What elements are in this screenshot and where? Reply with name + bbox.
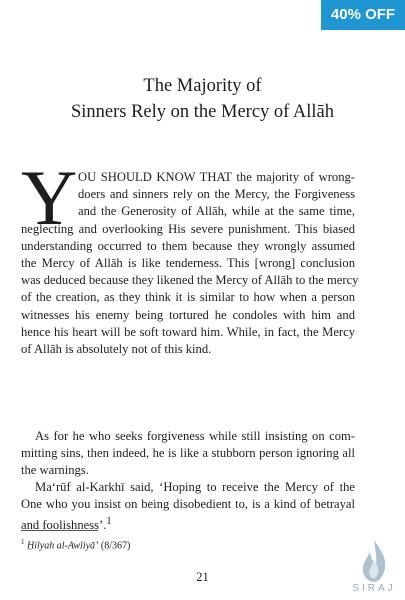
footnote-reference-text: (8/367): [98, 540, 131, 552]
paragraph-1-line: of the creation, as they think it is similar to how when a person: [21, 290, 355, 305]
drop-cap: Y: [21, 154, 78, 241]
footnote: [21, 536, 130, 552]
paragraph-1-line: the Mercy of Allāh is like tenderness. This [wrong] conclusion: [21, 256, 355, 271]
paragraph-1-line: neglecting and overlooking His severe punishment. This biased: [21, 221, 355, 236]
paragraph-1-line: and the Generosity of Allāh, while at the same time,: [78, 204, 355, 219]
paragraph-2-line: the warnings.: [21, 463, 89, 478]
paragraph-1: [21, 169, 359, 358]
footnote-marker: 1: [21, 538, 25, 546]
paragraph-1-line: understanding occurred to them because they wrongly assumed: [21, 238, 355, 253]
paragraph-1-line: OU SHOULD KNOW THAT the majority of wrong-: [78, 170, 355, 184]
paragraph-1-line: doers and sinners rely on the Mercy, the Forgiveness: [78, 187, 355, 202]
footnote-source: Ḥilyah al-Awliyā’: [27, 540, 99, 552]
paragraph-2-line: As for he who seeks forgiveness while still insisting on com-: [35, 429, 355, 443]
paragraph-1-line: of Allāh is absolutely not of this kind.: [21, 342, 212, 357]
paragraph-2-line: mitting sins, then indeed, he is like a stubborn person ignoring all: [21, 446, 355, 461]
discount-badge: 40% OFF: [321, 0, 405, 30]
paragraph-1-line: hence his heart will be soft toward him. While, in fact, the Mercy: [21, 324, 355, 339]
footnote-divider: [21, 530, 98, 531]
footnote-reference: 1: [106, 516, 112, 528]
paragraph-3-line: and foolishness’.$^1$: [21, 516, 112, 533]
logo-wordmark: SIRAJ: [352, 583, 396, 594]
chapter-title: [40, 73, 365, 125]
page-number: 21: [196, 570, 209, 584]
paragraph-3-line: Ma‘rūf al-Karkhī said, ‘Hoping to receive the Mercy of the: [35, 480, 355, 494]
paragraph-1-line: witnesses his enemy being tortured he condoles with him and: [21, 307, 355, 322]
chapter-title-line-1: The Majority of: [143, 76, 262, 96]
lead-in-caps: OU SHOULD KNOW THAT: [78, 170, 232, 184]
paragraph-3-line: One who you insist on being disobedient to, is a kind of betrayal: [21, 497, 355, 512]
paragraph-1-line: was deduced because they likened the Mercy of Allāh to the mercy: [21, 273, 359, 288]
paragraph-3: [21, 479, 355, 535]
paragraph-2: [21, 428, 355, 480]
chapter-title-line-2: Sinners Rely on the Mercy of Allāh: [70, 102, 335, 122]
